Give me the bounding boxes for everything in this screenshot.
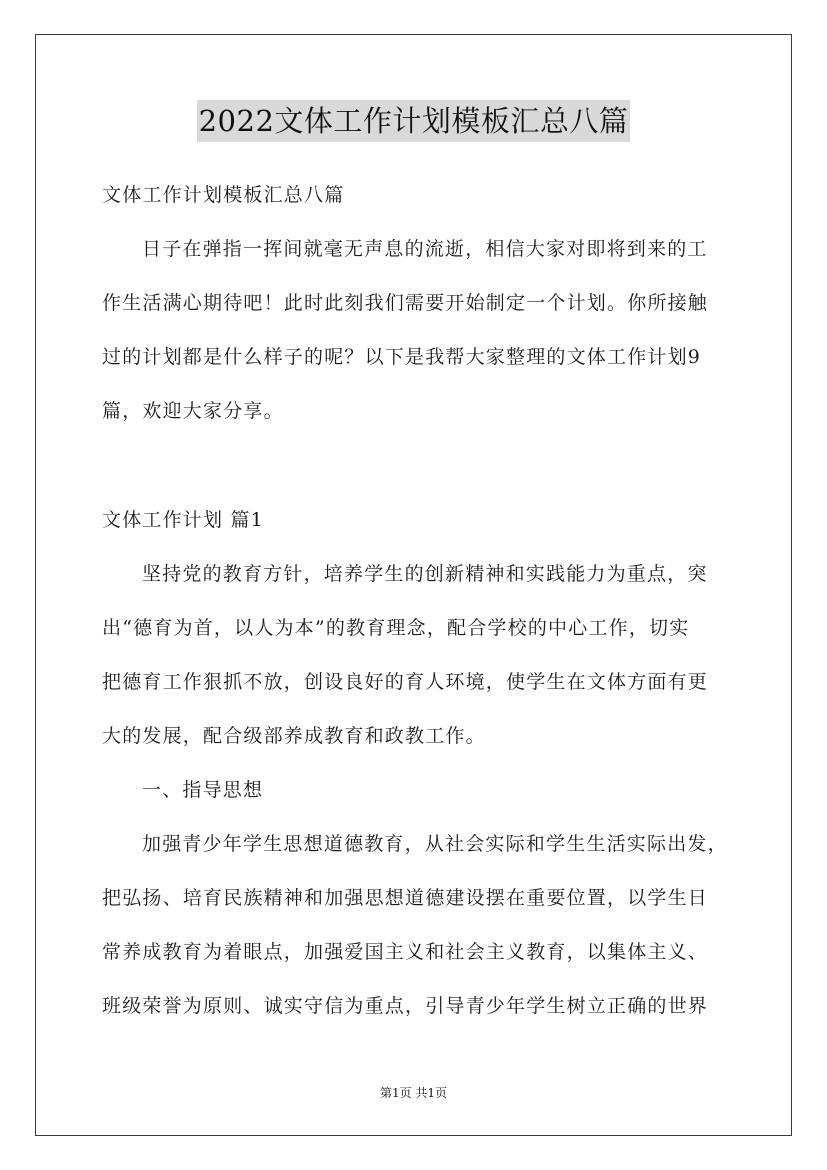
paragraph-line: 把德育工作狠抓不放，创设良好的育人环境，使学生在文体方面有更 [102,671,709,693]
subsection-heading: 一、指导思想 [142,779,264,801]
paragraph-line: 出“德育为首，以人为本”的教育理念，配合学校的中心工作，切实 [102,617,690,639]
paragraph-line: 常养成教育为着眼点，加强爱国主义和社会主义教育，以集体主义、 [102,941,709,963]
paragraph-line: 过的计划都是什么样子的呢？以下是我帮大家整理的文体工作计划9 [102,346,702,368]
section-heading: 文体工作计划 篇1 [102,509,264,531]
page-number-footer: 第1页 共1页 [379,1086,448,1100]
paragraph-line: 把弘扬、培育民族精神和加强思想道德建设摆在重要位置，以学生日 [102,887,709,909]
paragraph-line: 篇，欢迎大家分享。 [102,400,284,422]
title-container [0,100,827,142]
paragraph-line: 作生活满心期待吧！此时此刻我们需要开始制定一个计划。你所接触 [102,292,709,314]
paragraph-line: 坚持党的教育方针，培养学生的创新精神和实践能力为重点，突 [142,563,708,585]
paragraph-line: 班级荣誉为原则、诚实守信为重点，引导青少年学生树立正确的世界 [102,995,709,1017]
document-title: 2022文体工作计划模板汇总八篇 [197,100,631,142]
paragraph-line: 大的发展，配合级部养成教育和政教工作。 [102,725,486,747]
paragraph-line: 加强青少年学生思想道德教育，从社会实际和学生生活实际出发， [142,833,728,855]
subtitle-line: 文体工作计划模板汇总八篇 [102,184,345,206]
paragraph-line: 日子在弹指一挥间就毫无声息的流逝，相信大家对即将到来的工 [142,238,708,260]
